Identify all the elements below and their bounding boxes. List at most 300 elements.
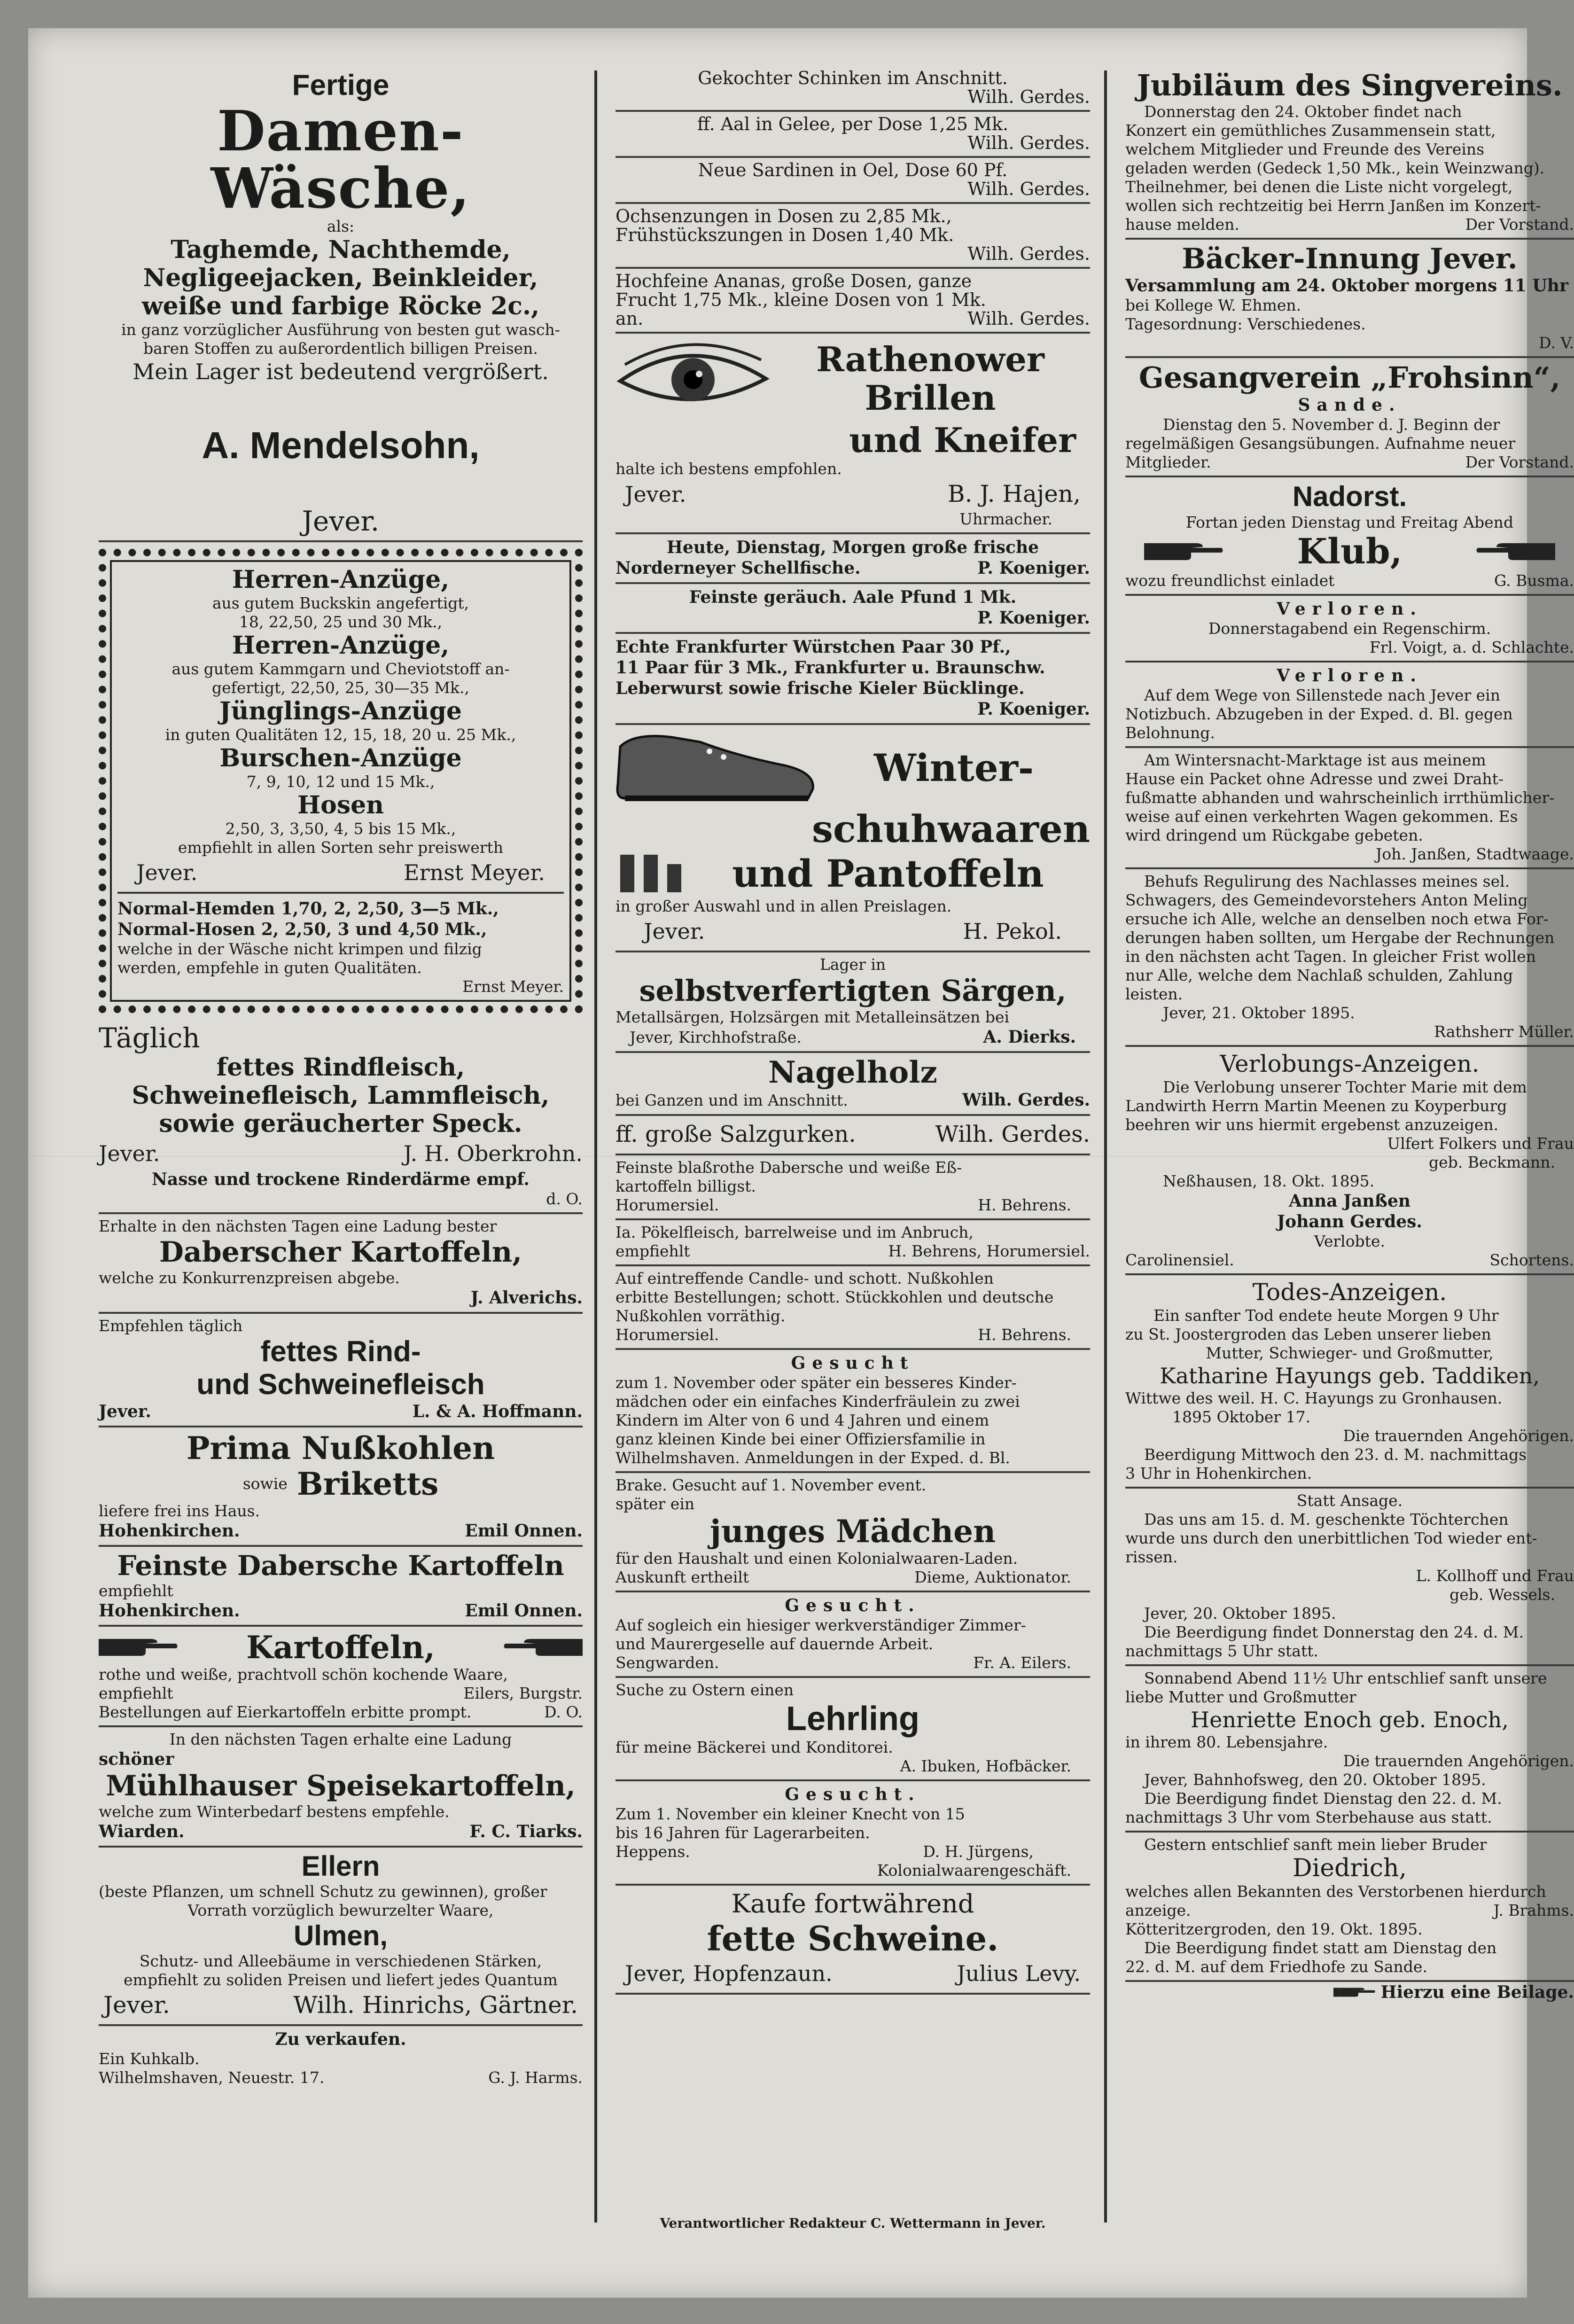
ad-signature-name: J. Brahms. bbox=[1493, 1901, 1574, 1919]
ad-town: Jever. bbox=[302, 505, 380, 537]
ad-text: Ia. Pökelfleisch, barrelweise und im Anbruch, bbox=[616, 1223, 974, 1241]
ad-signature-name: Die trauernden Angehörigen. bbox=[1343, 1427, 1574, 1445]
ad-text: und Maurergeselle auf dauernde Arbeit. bbox=[616, 1635, 934, 1653]
ad-text: erbitte Bestellungen; schott. Stückkohlen und deutsche bbox=[616, 1288, 1054, 1306]
ad-text: Die Beerdigung findet Dienstag den 22. d. M. bbox=[1144, 1789, 1502, 1808]
ad-signature-name: Der Vorstand. bbox=[1465, 215, 1574, 234]
ad-text: Normal-Hosen 2, 2,50, 3 und 4,50 Mk., bbox=[117, 920, 487, 939]
ad-town: Sengwarden. bbox=[616, 1653, 719, 1672]
ad-text: welche zu Konkurrenzpreisen abgebe. bbox=[99, 1269, 400, 1287]
ad-signature-name: G. J. Harms. bbox=[488, 2068, 583, 2087]
ad-signature-name: B. J. Hajen, bbox=[947, 480, 1081, 507]
ad-text: Frühstückszungen in Dosen 1,40 Mk. bbox=[616, 225, 954, 245]
ad-signature-name: P. Koeniger. bbox=[977, 699, 1090, 719]
ad-signature-name: Der Vorstand. bbox=[1465, 453, 1574, 471]
ad-heading: Gesucht. bbox=[785, 1596, 921, 1615]
ad-oberkrohn bbox=[99, 1020, 583, 1214]
ad-text: Fortan jeden Dienstag und Freitag Abend bbox=[1185, 513, 1514, 531]
ad-town: Hohenkirchen. bbox=[99, 1521, 240, 1541]
ad-signature-name: geb. Wessels. bbox=[1449, 1585, 1555, 1604]
ad-behrens-kohlen bbox=[616, 1266, 1090, 1350]
ad-text: schöner bbox=[99, 1749, 174, 1769]
ad-text: Ein Kuhkalb. bbox=[99, 2050, 200, 2068]
ad-text: nur Alle, welche dem Nachlaß schulden, Zahlung leisten. bbox=[1125, 966, 1513, 1003]
ad-koeniger-wuerstchen bbox=[616, 634, 1090, 725]
ad-text: Kolonialwaarengeschäft. bbox=[877, 1861, 1071, 1879]
ad-signature-name: G. Busma. bbox=[1494, 571, 1574, 590]
ad-text: In den nächsten Tagen erhalte eine Ladung bbox=[169, 1730, 512, 1748]
ad-name: Katharine Hayungs geb. Taddiken, bbox=[1160, 1363, 1540, 1388]
ad-heading: Gesangverein „Frohsinn“, bbox=[1138, 360, 1561, 395]
ad-signature-name: Die trauernden Angehörigen. bbox=[1343, 1752, 1574, 1770]
ad-row bbox=[1125, 1251, 1574, 1270]
ad-onnen-kohlen bbox=[99, 1427, 583, 1547]
ad-text: Heute, Dienstag, Morgen große frische bbox=[666, 538, 1039, 557]
column-rule bbox=[594, 70, 597, 2223]
ad-text: wird dringend um Rückgabe gebeten. bbox=[1125, 826, 1423, 844]
ad-signature bbox=[99, 2068, 583, 2087]
ad-text: Versammlung am 24. Oktober morgens 11 Uhr bbox=[1125, 276, 1568, 296]
ad-behrens-poekelfleisch bbox=[616, 1220, 1090, 1266]
ad-text: welche zum Winterbedarf bestens empfehle. bbox=[99, 1802, 450, 1821]
ad-row bbox=[616, 336, 1090, 421]
ad-enoch bbox=[1125, 1666, 1574, 1833]
ad-signature bbox=[616, 478, 1090, 510]
ad-text: Brake. Gesucht auf 1. November event. bbox=[616, 1476, 927, 1494]
pointing-hand-icon bbox=[503, 1632, 583, 1662]
ad-signature bbox=[1125, 215, 1574, 234]
ad-signature-name: L. & A. Hoffmann. bbox=[412, 1402, 583, 1421]
ad-text: Lager in bbox=[819, 955, 886, 974]
ad-text: Hause ein Packet ohne Adresse und zwei Draht- bbox=[1125, 770, 1504, 788]
ad-heading: Winter- bbox=[873, 746, 1034, 790]
ad-signature-name: L. Kollhoff und Frau bbox=[1416, 1567, 1574, 1585]
ad-date: Jever, Bahnhofsweg, den 20. Oktober 1895. bbox=[1144, 1770, 1486, 1789]
ad-text: Am Wintersnacht-Marktage ist aus meinem bbox=[1144, 751, 1486, 769]
ad-text: Wilhelmshaven. Anmeldungen in der Exped. d. Bl. bbox=[616, 1449, 1010, 1467]
ad-signature bbox=[117, 857, 564, 894]
ad-heading: Schweinefleisch, Lammfleisch, bbox=[132, 1081, 550, 1110]
ad-text: zu St. Joostergroden das Leben unserer lieben bbox=[1125, 1325, 1491, 1343]
ad-text: fußmatte abhanden und wahrscheinlich irrthümlicher- bbox=[1125, 788, 1555, 807]
ad-text: Zum 1. November ein kleiner Knecht von 15 bbox=[616, 1805, 965, 1823]
ad-text: anzeige. bbox=[1125, 1901, 1191, 1919]
ad-text: Normal-Hemden 1,70, 2, 2,50, 3—5 Mk., bbox=[117, 899, 499, 919]
ad-row bbox=[616, 558, 1090, 578]
pointing-hand-icon bbox=[1333, 1984, 1376, 2000]
ad-text: Sonnabend Abend 11½ Uhr entschlief sanft unsere bbox=[1144, 1669, 1547, 1687]
ad-heading: Verlobungs-Anzeigen. bbox=[1220, 1050, 1480, 1077]
ad-janssen-packet bbox=[1125, 748, 1574, 869]
ad-row bbox=[99, 1703, 583, 1722]
ad-text: Tagesordnung: Verschiedenes. bbox=[1125, 315, 1366, 333]
ad-text: empfiehlt bbox=[99, 1582, 173, 1600]
ad-text: in guten Qualitäten 12, 15, 18, 20 u. 25 Mk., bbox=[165, 725, 516, 744]
ad-text: Das uns am 15. d. M. geschenkte Töchterchen bbox=[1144, 1510, 1509, 1529]
ad-text: Die Beerdigung findet Donnerstag den 24. d. M. bbox=[1144, 1623, 1524, 1641]
ad-date: Jever, 20. Oktober 1895. bbox=[1144, 1604, 1336, 1622]
beilage-note: Hierzu eine Beilage. bbox=[1380, 1982, 1574, 2002]
ad-heading: Negligeejacken, Beinkleider, bbox=[143, 264, 538, 292]
ad-signature bbox=[616, 1653, 1090, 1672]
ad-text: Uhrmacher. bbox=[959, 510, 1052, 528]
ad-text: Wilhelmshaven, Neuestr. 17. bbox=[99, 2068, 325, 2087]
editor-footer: Verantwortlicher Redakteur C. Wettermann in Jever. bbox=[660, 2215, 1046, 2231]
ad-row bbox=[99, 1466, 583, 1502]
ad-text: nachmittags 5 Uhr statt. bbox=[1125, 1642, 1318, 1660]
ad-signature-name: Ernst Meyer. bbox=[404, 860, 545, 885]
ad-text: aus gutem Kammgarn und Cheviotstoff an- bbox=[171, 660, 510, 678]
ad-signature-name: Ulfert Folkers und Frau bbox=[1387, 1134, 1574, 1153]
ad-singverein bbox=[1125, 66, 1574, 240]
ad-town: Jever, Hopfenzaun. bbox=[625, 1961, 833, 1986]
ad-signature-name: Dieme, Auktionator. bbox=[914, 1568, 1071, 1586]
ad-heading: Taghemde, Nachthemde, bbox=[171, 235, 511, 264]
ad-signature-name: A. Dierks. bbox=[983, 1027, 1076, 1047]
ad-text: Auf eintreffende Candle- und schott. Nußkohlen bbox=[616, 1269, 994, 1287]
ad-name: Johann Gerdes. bbox=[1277, 1212, 1422, 1232]
ad-text: Echte Frankfurter Würstchen Paar 30 Pf., bbox=[616, 637, 1011, 657]
ad-text: in ganz vorzüglicher Ausführung von besten gut wasch- bbox=[121, 320, 560, 339]
ad-signature-name: Wilh. Gerdes. bbox=[967, 308, 1090, 329]
ad-heading: Nagelholz bbox=[768, 1055, 937, 1090]
ad-ibuken-lehrling bbox=[616, 1678, 1090, 1781]
ad-row bbox=[616, 728, 1090, 808]
ad-text: 7, 9, 10, 12 und 15 Mk., bbox=[246, 772, 435, 791]
ad-text: Behufs Regulirung des Nachlasses meines sel. bbox=[1144, 872, 1510, 890]
ad-signature bbox=[616, 1242, 1090, 1261]
ad-heading: Briketts bbox=[296, 1466, 439, 1502]
ad-text: Donnerstag den 24. Oktober findet nach bbox=[1144, 102, 1462, 121]
ad-text: Sande. bbox=[1298, 395, 1402, 415]
ad-signature bbox=[99, 1521, 583, 1541]
ad-text: mädchen oder ein einfaches Kinderfräulein zu zwei bbox=[616, 1392, 1020, 1411]
ad-text: Neue Sardinen in Oel, Dose 60 Pf. bbox=[698, 160, 1008, 180]
ad-text: als: bbox=[327, 217, 355, 235]
ad-firm-name: A. Mendelsohn, bbox=[202, 424, 480, 466]
ad-signature-name: Julius Levy. bbox=[957, 1961, 1081, 1986]
ad-text: ganz kleinen Kinde bei einer Offiziersfamilie in bbox=[616, 1430, 986, 1448]
ad-heading: Herren-Anzüge, bbox=[232, 631, 450, 660]
ad-text: welches allen Bekannten des Verstorbenen hierdurch bbox=[1125, 1882, 1546, 1901]
ad-row bbox=[99, 1630, 583, 1665]
beilage-row bbox=[1125, 1982, 1574, 2003]
ad-text: wollen sich rechtzeitig bei Herrn Janßen im Konzert- bbox=[1125, 196, 1541, 215]
ad-text: Jever, Kirchhofstraße. bbox=[630, 1028, 802, 1046]
ad-heading: junges Mädchen bbox=[709, 1513, 996, 1550]
ad-text: Ein sanfter Tod endete heute Morgen 9 Uhr bbox=[1153, 1306, 1499, 1325]
ad-text: Bestellungen auf Eierkartoffeln erbitte prompt. bbox=[99, 1703, 472, 1721]
ad-text: werden, empfehle in guten Qualitäten. bbox=[117, 959, 422, 977]
ad-nagelholz bbox=[616, 1053, 1090, 1116]
ad-gerdes-schinken bbox=[616, 66, 1090, 112]
ad-heading: und Pantoffeln bbox=[732, 851, 1044, 896]
ad-text: für meine Bäckerei und Konditorei. bbox=[616, 1738, 893, 1756]
ad-verlobung bbox=[1125, 1047, 1574, 1275]
ad-text: Die Beerdigung findet statt am Dienstag den bbox=[1144, 1939, 1497, 1957]
ad-text: 22. d. M. auf dem Friedhofe zu Sande. bbox=[1125, 1957, 1427, 1976]
ad-signature-name: Joh. Janßen, Stadtwaage. bbox=[1376, 845, 1574, 863]
ad-text: Konzert ein gemüthliches Zusammensein statt, bbox=[1125, 121, 1496, 140]
ad-gesucht-zimmergeselle bbox=[616, 1592, 1090, 1678]
ad-date: Kötteritzergroden, den 19. Okt. 1895. bbox=[1125, 1920, 1423, 1938]
ad-signature bbox=[616, 1196, 1090, 1215]
ad-town: Jever. bbox=[644, 919, 705, 944]
ad-text: welche in der Wäsche nicht krimpen und filzig bbox=[117, 940, 482, 958]
ad-text: Nasse und trockene Rinderdärme empf. bbox=[152, 1170, 530, 1189]
ad-heading: Jubiläum des Singvereins. bbox=[1137, 68, 1563, 102]
ad-signature bbox=[99, 1821, 583, 1842]
ad-juergens-knecht bbox=[616, 1781, 1090, 1886]
ad-text: für den Haushalt und einen Kolonialwaaren-Laden. bbox=[616, 1549, 1018, 1568]
ad-signature-name: A. Ibuken, Hofbäcker. bbox=[900, 1757, 1071, 1775]
ad-title-small: Fertige bbox=[292, 69, 390, 101]
ad-nadorst-klub bbox=[1125, 477, 1574, 596]
ad-signature bbox=[1125, 453, 1574, 472]
ad-signature bbox=[616, 1119, 1090, 1150]
ad-text: Auf dem Wege von Sillenstede nach Jever ein bbox=[1144, 686, 1500, 704]
ad-alverichs bbox=[99, 1214, 583, 1314]
ad-eilers-kartoffeln bbox=[99, 1627, 583, 1727]
ad-text: Dienstag den 5. November d. J. Beginn der bbox=[1163, 415, 1500, 434]
ad-text: zum 1. November oder später ein besseres Kinder- bbox=[616, 1373, 1017, 1392]
ad-name: Anna Janßen bbox=[1288, 1191, 1411, 1211]
ad-gerdes-sardinen bbox=[616, 158, 1090, 204]
ad-brahms bbox=[1125, 1833, 1574, 1982]
ad-text: Feinste geräuch. Aale Pfund 1 Mk. bbox=[689, 587, 1017, 607]
ad-signature-name: Fr. A. Eilers. bbox=[973, 1653, 1071, 1672]
ad-signature-name: Wilh. Gerdes. bbox=[967, 179, 1090, 199]
ad-text: in ihrem 80. Lebensjahre. bbox=[1125, 1733, 1328, 1751]
ad-town: Wiarden. bbox=[99, 1822, 185, 1841]
ad-heading: Jünglings-Anzüge bbox=[219, 697, 462, 725]
ad-heading: Ellern bbox=[301, 1850, 380, 1882]
ad-signature-name: Wilh. Gerdes. bbox=[967, 243, 1090, 264]
ad-text: Frucht 1,75 Mk., kleine Dosen von 1 Mk. bbox=[616, 289, 986, 310]
ad-signature-name: H. Behrens, Horumersiel. bbox=[888, 1242, 1090, 1260]
ad-signature-name: D. H. Jürgens, bbox=[923, 1842, 1034, 1861]
ad-town: Carolinensiel. bbox=[1125, 1251, 1234, 1269]
ad-heading: fette Schweine. bbox=[707, 1918, 999, 1958]
ad-verloren-notizbuch bbox=[1125, 663, 1574, 748]
ad-signature bbox=[616, 1958, 1090, 1989]
ad-text: weise auf einen verkehrten Wagen gekommen. Es bbox=[1125, 807, 1518, 826]
ad-text: Schutz- und Alleebäume in verschiedenen Stärken, bbox=[139, 1952, 542, 1970]
ad-signature-name: geb. Beckmann. bbox=[1429, 1153, 1555, 1171]
ad-text: wurde uns durch den unerbittlichen Tod wieder ent- bbox=[1125, 1529, 1537, 1547]
ad-heading: Brillen bbox=[865, 378, 996, 418]
ad-heading: Feinste Dabersche Kartoffeln bbox=[117, 1550, 564, 1582]
ad-signature-name: Emil Onnen. bbox=[465, 1521, 583, 1541]
ad-hajen-brillen bbox=[616, 334, 1090, 534]
ad-signature bbox=[1125, 1901, 1574, 1920]
ad-text: bis 16 Jahren für Lagerarbeiten. bbox=[616, 1824, 870, 1842]
ad-signature bbox=[99, 1401, 583, 1422]
ad-signature-name: H. Behrens. bbox=[978, 1326, 1071, 1344]
ad-text: ff. Aal in Gelee, per Dose 1,25 Mk. bbox=[697, 114, 1009, 134]
ad-signature bbox=[99, 1138, 583, 1169]
ad-heading: Verloren. bbox=[1277, 599, 1423, 619]
ad-heading: Todes-Anzeigen. bbox=[1252, 1279, 1447, 1306]
ad-text: Vorrath vorzüglich bewurzelter Waare, bbox=[187, 1901, 494, 1919]
ad-text: Metallsärgen, Holzsärgen mit Metalleinsätzen bei bbox=[616, 1008, 1010, 1026]
ad-text: Wittwe des weil. H. C. Hayungs zu Gronhausen. bbox=[1125, 1389, 1503, 1407]
ad-text: aus gutem Buckskin angefertigt, bbox=[212, 594, 469, 612]
ad-text: in großer Auswahl und in allen Preislagen. bbox=[616, 897, 952, 915]
ad-heading: Hosen bbox=[297, 791, 384, 819]
ad-heading: Burschen-Anzüge bbox=[219, 744, 462, 772]
ad-text: an. bbox=[616, 308, 644, 329]
ad-koeniger-aale bbox=[616, 584, 1090, 634]
ad-row bbox=[1125, 532, 1574, 571]
ad-text: gefertigt, 22,50, 25, 30—35 Mk., bbox=[211, 678, 469, 697]
ad-text: baren Stoffen zu außerordentlich billigen Preisen. bbox=[143, 339, 538, 358]
ad-heading: Kartoffeln, bbox=[246, 1629, 435, 1666]
ad-signature-name: P. Koeniger. bbox=[977, 608, 1090, 628]
ad-heading: Lehrling bbox=[786, 1700, 919, 1738]
ad-signature bbox=[616, 1568, 1090, 1587]
ad-gesucht-kindermaedchen bbox=[616, 1350, 1090, 1473]
pointing-hand-icon bbox=[1144, 537, 1224, 567]
pointing-hand-icon bbox=[99, 1632, 179, 1662]
ad-heading: Gesucht. bbox=[785, 1785, 921, 1804]
ad-text: rothe und weiße, prachtvoll schön kochende Waare, bbox=[99, 1665, 508, 1684]
ad-signature-name: Eilers, Burgstr. bbox=[463, 1684, 583, 1702]
ad-text: empfiehlt bbox=[616, 1242, 690, 1260]
ad-text: Empfehlen täglich bbox=[99, 1317, 243, 1335]
pointing-hand-icon bbox=[1475, 537, 1555, 567]
ad-heading: Mühlhauser Speisekartoffeln, bbox=[106, 1770, 576, 1802]
ad-heading: Ulmen, bbox=[293, 1920, 388, 1951]
ad-text: empfiehlt in allen Sorten sehr preiswerth bbox=[178, 838, 504, 857]
ad-verloren-schirm bbox=[1125, 596, 1574, 663]
ad-text: (beste Pflanzen, um schnell Schutz zu gewinnen), großer bbox=[99, 1882, 547, 1901]
ad-signature-name: H. Pekol. bbox=[963, 919, 1062, 944]
ad-heading: fettes Rindfleisch, bbox=[216, 1053, 465, 1082]
column-middle bbox=[616, 66, 1090, 2246]
ad-kollhoff bbox=[1125, 1489, 1574, 1666]
ad-text: kartoffeln billigst. bbox=[616, 1177, 756, 1195]
ad-signature bbox=[1125, 571, 1574, 590]
ad-signature-name: H. Behrens. bbox=[978, 1196, 1071, 1214]
ad-town: Hohenkirchen. bbox=[99, 1601, 240, 1621]
ad-heading: Herren-Anzüge, bbox=[232, 565, 450, 594]
ad-heading: Nadorst. bbox=[1292, 481, 1407, 512]
ad-text: empfiehlt bbox=[99, 1684, 173, 1702]
ad-signature bbox=[616, 916, 1090, 947]
ad-town: Heppens. bbox=[616, 1842, 690, 1861]
ad-signature-name: D. V. bbox=[1539, 334, 1574, 352]
eye-icon bbox=[616, 336, 771, 421]
ad-text: bei Kollege W. Ehmen. bbox=[1125, 296, 1301, 314]
ad-nachlass bbox=[1125, 869, 1574, 1047]
ad-signature bbox=[616, 1842, 1090, 1861]
ad-text: liefere frei ins Haus. bbox=[99, 1502, 260, 1520]
ad-todes-hayungs bbox=[1125, 1275, 1574, 1489]
ad-signature-name: Rathsherr Müller. bbox=[1434, 1022, 1574, 1041]
ad-title-block bbox=[771, 340, 1090, 417]
ad-gerdes-ananas bbox=[616, 269, 1090, 334]
ad-text: Gestern entschlief sanft mein lieber Bruder bbox=[1144, 1835, 1487, 1854]
ad-text: sowie bbox=[242, 1474, 288, 1493]
ad-text: Ochsenzungen in Dosen zu 2,85 Mk., bbox=[616, 206, 952, 226]
ad-signature bbox=[616, 1027, 1090, 1047]
ad-date: 1895 Oktober 17. bbox=[1172, 1408, 1311, 1426]
ad-text: Kaufe fortwährend bbox=[731, 1889, 974, 1918]
ad-dierks-saerge bbox=[616, 952, 1090, 1053]
ad-text: Theilnehmer, bei denen die Liste nicht vorgelegt, bbox=[1125, 178, 1513, 196]
ad-heading: Prima Nußkohlen bbox=[186, 1430, 495, 1466]
ad-text: Erhalte in den nächsten Tagen eine Ladung bester bbox=[99, 1217, 497, 1235]
ad-signature-name: Wilh. Gerdes. bbox=[967, 133, 1090, 153]
ad-text: Mutter, Schwieger- und Großmutter, bbox=[1206, 1344, 1494, 1362]
ad-behrens-kartoffeln bbox=[616, 1155, 1090, 1220]
ad-text: Verlobte. bbox=[1314, 1232, 1385, 1250]
ad-text: 11 Paar für 3 Mk., Frankfurter u. Braunschw. bbox=[616, 658, 1045, 678]
ad-text: 18, 22,50, 25 und 30 Mk., bbox=[239, 613, 443, 631]
ad-text: Mitglieder. bbox=[1125, 453, 1211, 471]
ad-text: wozu freundlichst einladet bbox=[1125, 571, 1335, 590]
ad-text: nachmittags 3 Uhr vom Sterbehause aus statt. bbox=[1125, 1808, 1492, 1826]
ad-heading: Gesucht bbox=[791, 1353, 915, 1373]
ad-date: Neßhausen, 18. Okt. 1895. bbox=[1163, 1172, 1375, 1190]
ad-town: Jever. bbox=[99, 1402, 151, 1421]
ad-text: geladen werden (Gedeck 1,50 Mk., kein Weinzwang). bbox=[1125, 159, 1545, 177]
ad-damen-waesche bbox=[99, 66, 583, 542]
ad-text: empfiehlt zu soliden Preisen und liefert jedes Quantum bbox=[124, 1971, 558, 1989]
ad-heading: schuhwaaren bbox=[812, 807, 1090, 851]
ad-town: Jever. bbox=[99, 1141, 160, 1166]
ad-tiarks bbox=[99, 1727, 583, 1848]
ad-signature-name: Wilh. Gerdes. bbox=[962, 1090, 1090, 1110]
ad-text: Auf sogleich ein hiesiger werkverständiger Zimmer- bbox=[616, 1616, 1026, 1634]
ad-text: Hochfeine Ananas, große Dosen, ganze bbox=[616, 271, 972, 291]
ad-levy-schweine bbox=[616, 1886, 1090, 1995]
ad-text: Mein Lager ist bedeutend vergrößert. bbox=[132, 359, 549, 384]
ad-text: ersuche ich Alle, welche an denselben noch etwa For- bbox=[1125, 910, 1549, 928]
ad-text: bei Ganzen und im Anschnitt. bbox=[616, 1091, 848, 1109]
column-rule bbox=[1104, 70, 1107, 2223]
ad-text: regelmäßigen Gesangsübungen. Aufnahme neuer bbox=[1125, 434, 1516, 452]
ad-gerdes-zungen bbox=[616, 204, 1090, 269]
ad-text: welchem Mitglieder und Freunde des Vereins bbox=[1125, 140, 1485, 158]
ad-heading: Statt Ansage. bbox=[1296, 1491, 1403, 1510]
ad-heading: und Kneifer bbox=[849, 420, 1076, 460]
ad-heading: Verloren. bbox=[1277, 666, 1423, 686]
ad-text: Feinste blaßrothe Dabersche und weiße Eß- bbox=[616, 1158, 962, 1177]
ad-text: hause melden. bbox=[1125, 215, 1239, 234]
ad-heading: Klub, bbox=[1297, 531, 1403, 572]
ad-onnen-kartoffeln bbox=[99, 1547, 583, 1627]
ad-text: Schwagers, des Gemeindevorstehers Anton Meling bbox=[1125, 891, 1528, 909]
ad-baecker-innung bbox=[1125, 240, 1574, 358]
ad-salzgurken bbox=[616, 1116, 1090, 1155]
ad-text: Beerdigung Mittwoch den 23. d. M. nachmittags bbox=[1144, 1445, 1527, 1464]
ad-signature-name: Frl. Voigt, a. d. Schlachte. bbox=[1369, 638, 1574, 656]
ad-text: später ein bbox=[616, 1495, 695, 1513]
column-right bbox=[1125, 66, 1574, 2246]
ad-signature-name: Wilh. Gerdes. bbox=[967, 86, 1090, 107]
ad-hoffmann bbox=[99, 1314, 583, 1427]
ad-frohsinn bbox=[1125, 358, 1574, 477]
ad-text: Norderneyer Schellfische. bbox=[616, 558, 861, 578]
ad-signature-name: D. O. bbox=[544, 1703, 583, 1721]
ad-signature-name: Wilh. Hinrichs, Gärtner. bbox=[293, 1991, 578, 2019]
ad-heading: weiße und farbige Röcke 2c., bbox=[141, 292, 540, 320]
ad-town: Horumersiel. bbox=[616, 1326, 719, 1344]
ad-signature bbox=[99, 1989, 583, 2020]
ad-text: Kindern im Alter von 6 und 4 Jahren und einem bbox=[616, 1411, 990, 1429]
